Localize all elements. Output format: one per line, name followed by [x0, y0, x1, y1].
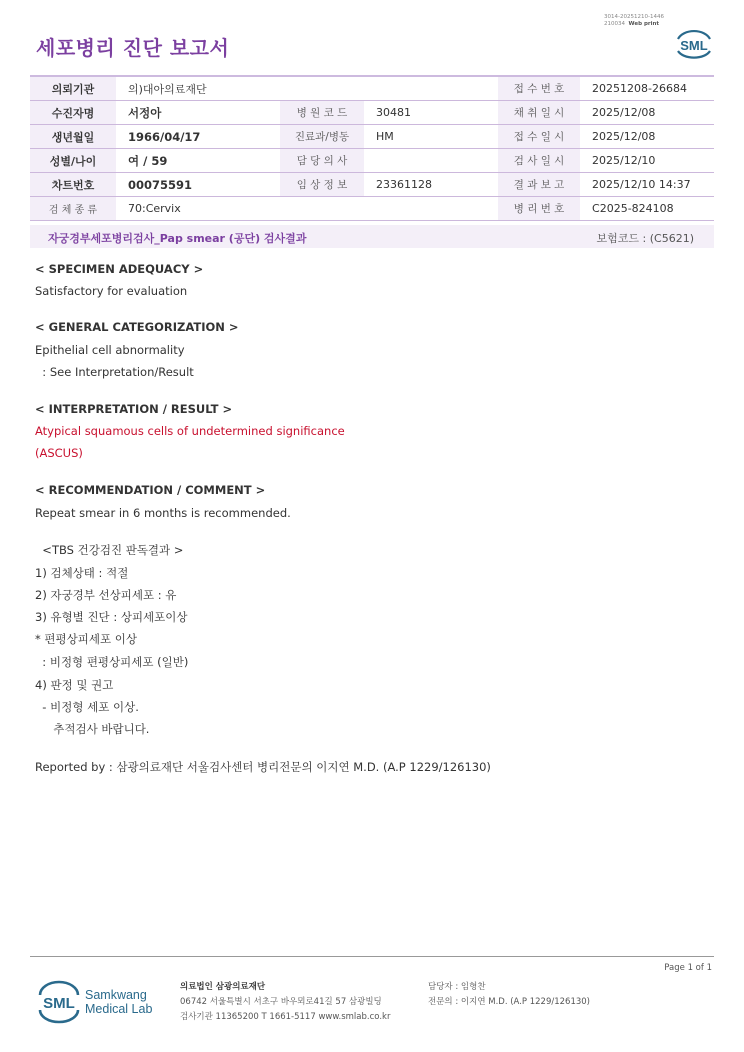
recommendation-text: Repeat smear in 6 months is recommended. — [35, 506, 291, 520]
general-categorization-note: : See Interpretation/Result — [35, 365, 194, 379]
patient-label: 수진자명 — [30, 101, 116, 125]
interpretation-heading: < INTERPRETATION / RESULT > — [35, 402, 233, 416]
sex-age-value: 여 / 59 — [116, 149, 280, 173]
interpretation-abbrev: (ASCUS) — [35, 446, 83, 460]
sml-footer-logo-icon — [36, 980, 82, 1024]
insurance-code: 보험코드 : (C5621) — [596, 232, 694, 245]
report-value: 2025/12/10 14:37 — [580, 173, 714, 197]
clinical-value: 23361128 — [364, 173, 498, 197]
doctor-label: 담 당 의 사 — [280, 149, 364, 173]
institution-value: 의)대아의료재단 — [116, 76, 498, 101]
institution-label: 의뢰기관 — [30, 76, 116, 101]
pathology-no-label: 병 리 번 호 — [498, 197, 580, 221]
exam-date-value: 2025/12/10 — [580, 149, 714, 173]
pathology-no-value: C2025-824108 — [580, 197, 714, 221]
brand-line-1: Samkwang — [85, 988, 147, 1002]
patient-value: 서정아 — [116, 101, 280, 125]
patient-info-table — [30, 75, 714, 221]
dept-value: HM — [364, 125, 498, 149]
tbs-item: - 비정형 세포 이상. — [35, 700, 139, 714]
web-print-label: Web print — [628, 21, 660, 27]
brand-line-2: Medical Lab — [85, 1002, 153, 1016]
report-label: 결 과 보 고 — [498, 173, 580, 197]
sex-age-label: 성별/나이 — [30, 149, 116, 173]
specimen-label: 검 체 종 류 — [30, 197, 116, 221]
specimen-value: 70:Cervix — [116, 197, 498, 221]
footer-divider — [30, 956, 714, 957]
sml-logo-text: SML — [680, 38, 708, 53]
receipt-date-value: 2025/12/08 — [580, 125, 714, 149]
report-title: 세포병리 진단 보고서 — [36, 36, 230, 60]
info-row — [30, 125, 714, 149]
test-title: 자궁경부세포병리검사_Pap smear (공단) 검사결과 — [48, 232, 307, 245]
clinical-label: 임 상 정 보 — [280, 173, 364, 197]
staff-line: 담당자 : 임형찬 — [428, 982, 486, 992]
tbs-item: 3) 유형별 진단 : 상피세포이상 — [35, 610, 188, 624]
doctor-value — [364, 149, 498, 173]
interpretation-result: Atypical squamous cells of undetermined significance — [35, 424, 345, 438]
info-row — [30, 101, 714, 125]
receipt-date-label: 접 수 일 시 — [498, 125, 580, 149]
tbs-heading: <TBS 건강검진 판독결과 > — [35, 543, 184, 557]
dob-value: 1966/04/17 — [116, 125, 280, 149]
address-line: 06742 서울특별시 서초구 바우뫼로41길 57 삼광빌딩 — [180, 997, 382, 1007]
sml-footer-logo-text: SML — [43, 995, 75, 1012]
tbs-item: 1) 검체상태 : 적절 — [35, 566, 129, 580]
dob-label: 생년월일 — [30, 125, 116, 149]
chart-value: 00075591 — [116, 173, 280, 197]
receipt-no-value: 20251208-26684 — [580, 76, 714, 101]
tbs-item: 2) 자궁경부 선상피세포 : 유 — [35, 588, 177, 602]
test-title-bar — [30, 225, 714, 248]
footer-staff — [428, 980, 590, 1010]
general-categorization-text: Epithelial cell abnormality — [35, 343, 185, 357]
print-id — [604, 14, 664, 28]
recommendation-heading: < RECOMMENDATION / COMMENT > — [35, 483, 266, 497]
brand-name — [85, 988, 152, 1016]
specialist-line: 전문의 : 이지연 M.D. (A.P 1229/126130) — [428, 997, 590, 1007]
footer-address — [180, 980, 390, 1025]
tbs-item: 추적검사 바랍니다. — [35, 722, 150, 736]
sml-logo-icon — [674, 26, 714, 62]
info-row — [30, 76, 714, 101]
general-categorization-heading: < GENERAL CATEGORIZATION > — [35, 320, 239, 334]
info-row — [30, 173, 714, 197]
tbs-item: : 비정형 편평상피세포 (일반) — [35, 655, 189, 669]
specimen-adequacy-heading: < SPECIMEN ADEQUACY > — [35, 262, 204, 276]
print-id-number: 3014-20251210-1446 — [604, 14, 664, 20]
org-name: 의료법인 삼광의료재단 — [180, 982, 266, 992]
chart-label: 차트번호 — [30, 173, 116, 197]
contact-line: 검사기관 11365200 T 1661-5117 www.smlab.co.kr — [180, 1012, 391, 1022]
tbs-item: 4) 판정 및 권고 — [35, 678, 114, 692]
hospital-code-label: 병 원 코 드 — [280, 101, 364, 125]
collect-date-label: 채 취 일 시 — [498, 101, 580, 125]
specimen-adequacy-text: Satisfactory for evaluation — [35, 284, 188, 298]
dept-label: 진료과/병동 — [280, 125, 364, 149]
info-row — [30, 149, 714, 173]
tbs-item: * 편평상피세포 이상 — [35, 632, 137, 646]
info-row — [30, 197, 714, 221]
reported-by: Reported by : 삼광의료재단 서울검사센터 병리전문의 이지연 M.D. (A.P 1229/126130) — [35, 760, 491, 774]
exam-date-label: 검 사 일 시 — [498, 149, 580, 173]
collect-date-value: 2025/12/08 — [580, 101, 714, 125]
print-id-suffix: 210034 — [604, 21, 625, 27]
page-number: Page 1 of 1 — [664, 963, 712, 973]
receipt-no-label: 접 수 번 호 — [498, 76, 580, 101]
hospital-code-value: 30481 — [364, 101, 498, 125]
